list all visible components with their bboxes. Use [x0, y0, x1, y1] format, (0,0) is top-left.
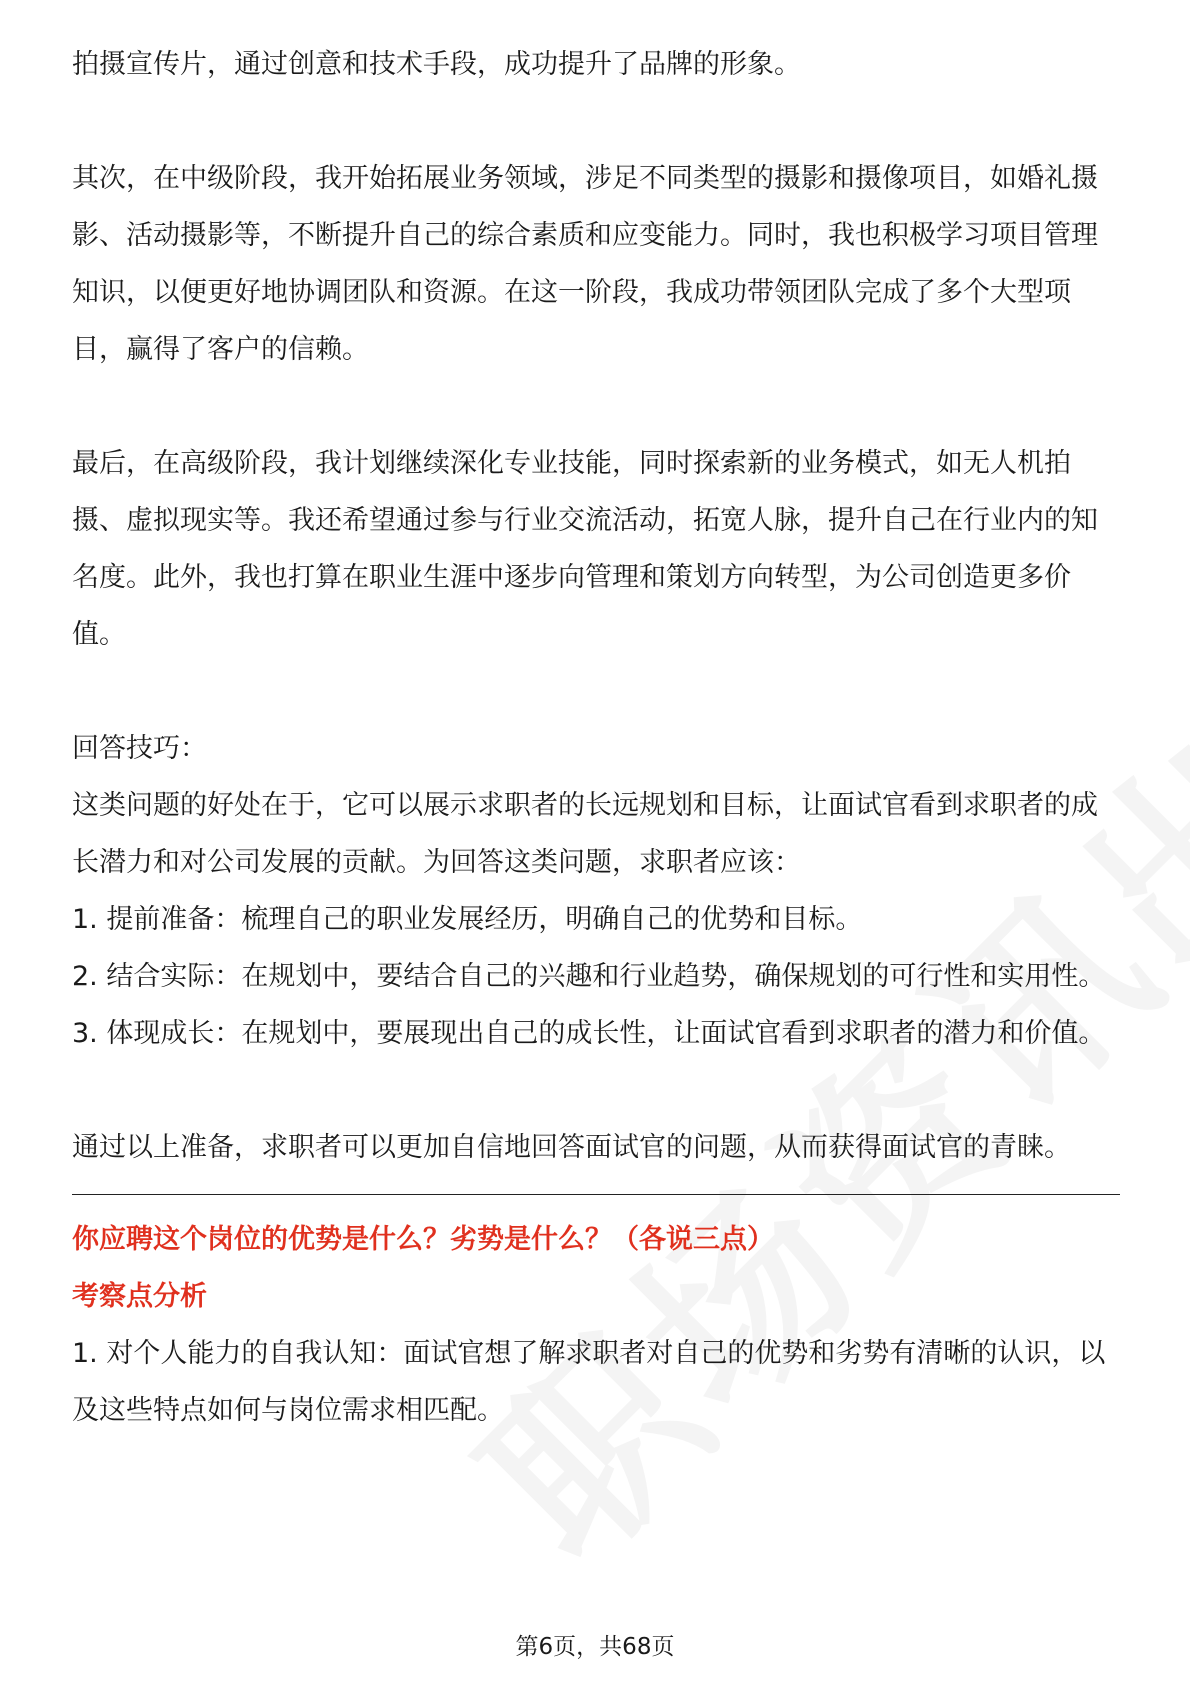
tip-item-2: 2. 结合实际：在规划中，要结合自己的兴趣和行业趋势，确保规划的可行性和实用性。: [72, 961, 1106, 992]
analysis-heading: 考察点分析: [72, 1281, 207, 1312]
tip-item-3: 3. 体现成长：在规划中，要展现出自己的成长性，让面试官看到求职者的潜力和价值。: [72, 1018, 1106, 1049]
page-number: 第6页，共68页: [515, 1634, 675, 1660]
document-page: [72, 36, 1120, 1439]
spacer: [72, 1062, 1120, 1119]
tips-intro: 这类问题的好处在于，它可以展示求职者的长远规划和目标，让面试官看到求职者的成长潜力和对公司发展的贡献。为回答这类问题，求职者应该：: [72, 790, 1098, 878]
tip-item-1: 1. 提前准备：梳理自己的职业发展经历，明确自己的优势和目标。: [72, 904, 863, 935]
question-title: 你应聘这个岗位的优势是什么？劣势是什么？（各说三点）: [72, 1224, 774, 1255]
conclusion-paragraph: 通过以上准备，求职者可以更加自信地回答面试官的问题，从而获得面试官的青睐。: [72, 1132, 1071, 1163]
paragraph-intermediate-stage: 其次，在中级阶段，我开始拓展业务领域，涉足不同类型的摄影和摄像项目，如婚礼摄影、活动摄影等，不断提升自己的综合素质和应变能力。同时，我也积极学习项目管理知识，以便更好地协调团队和资源。在这一阶段，我成功带领团队完成了多个大型项目，赢得了客户的信赖。: [72, 163, 1098, 365]
paragraph-intro-end: 拍摄宣传片，通过创意和技术手段，成功提升了品牌的形象。: [72, 49, 801, 80]
spacer: [72, 378, 1120, 435]
section-divider: [72, 1194, 1120, 1195]
spacer: [72, 663, 1120, 720]
spacer: [72, 93, 1120, 150]
paragraph-advanced-stage: 最后，在高级阶段，我计划继续深化专业技能，同时探索新的业务模式，如无人机拍摄、虚拟现实等。我还希望通过参与行业交流活动，拓宽人脉，提升自己在行业内的知名度。此外，我也打算在职业生涯中逐步向管理和策划方向转型，为公司创造更多价值。: [72, 448, 1098, 650]
tips-label: 回答技巧：: [72, 733, 207, 764]
analysis-point-1: 1. 对个人能力的自我认知：面试官想了解求职者对自己的优势和劣势有清晰的认识，以及这些特点如何与岗位需求相匹配。: [72, 1338, 1106, 1426]
